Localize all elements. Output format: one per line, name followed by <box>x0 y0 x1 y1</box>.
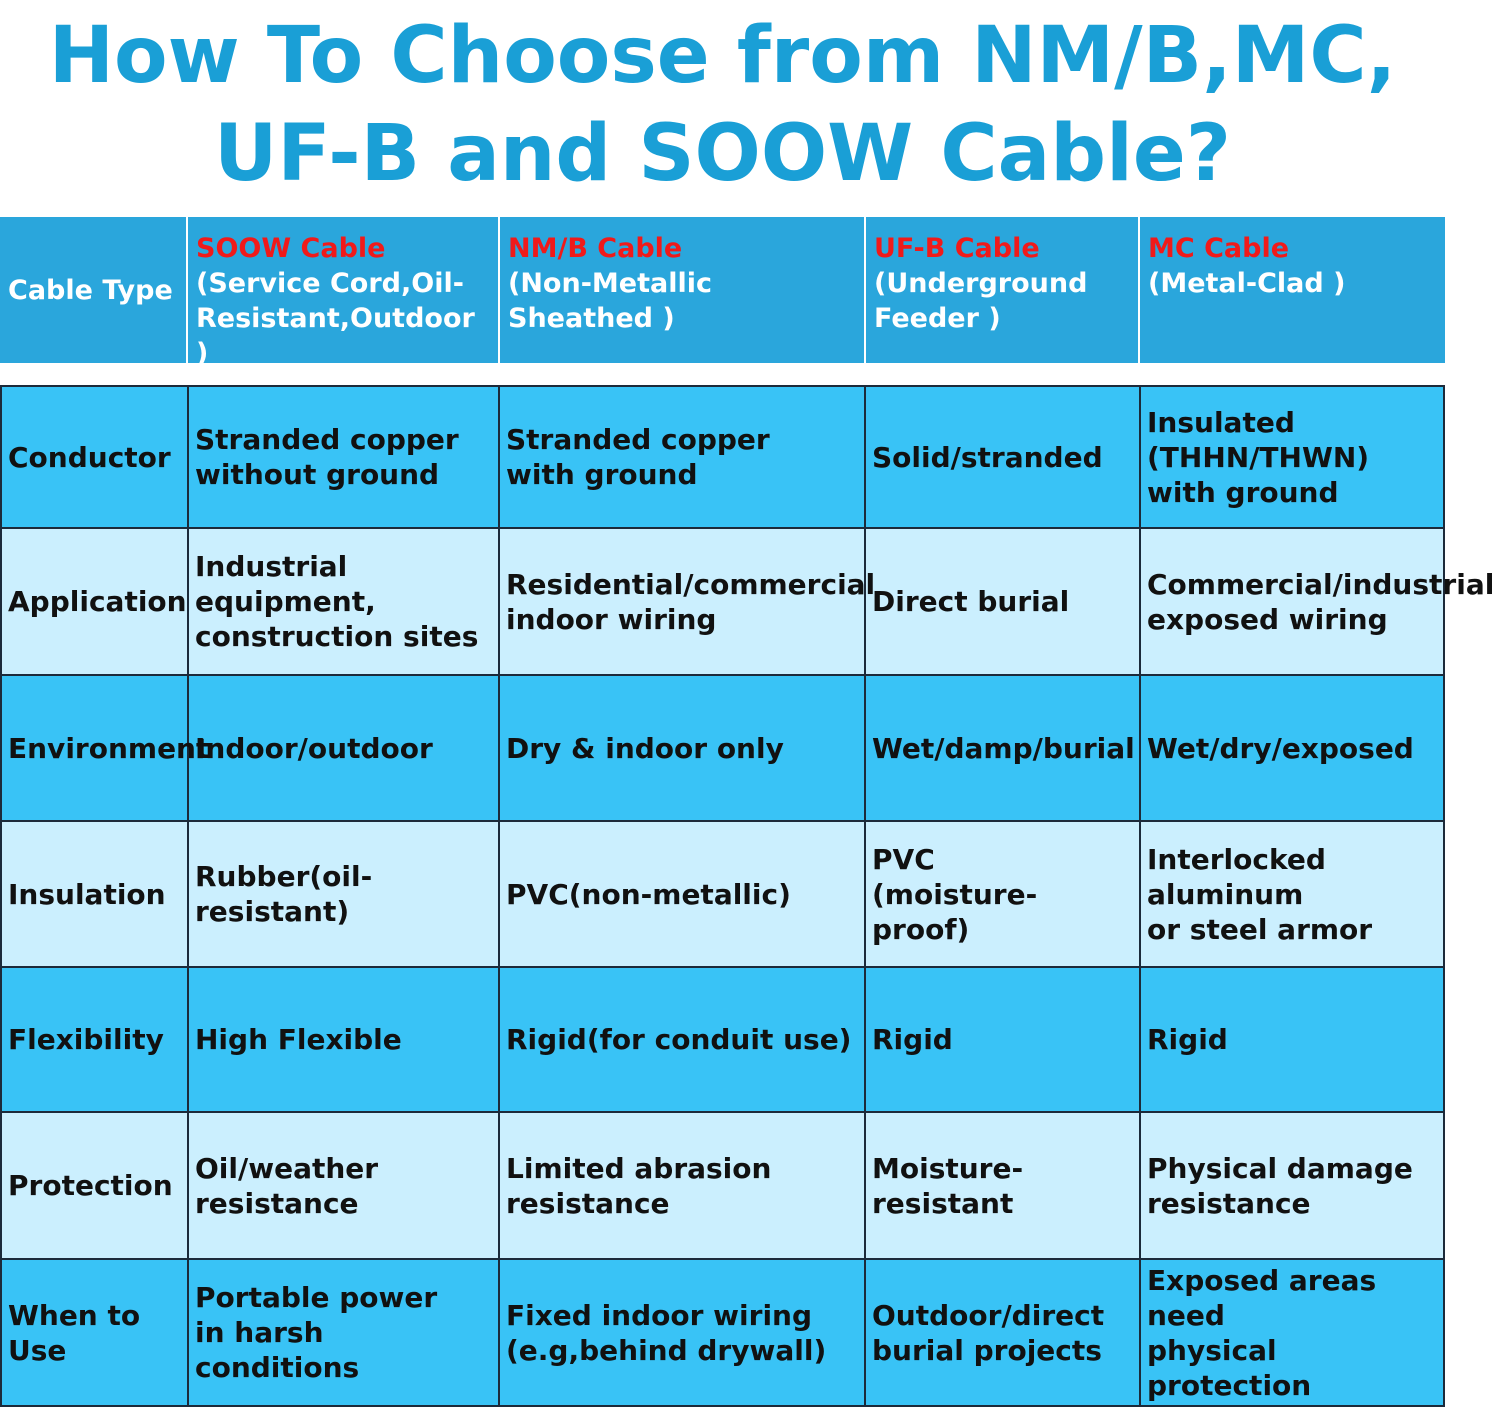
header-col-sub: (Metal-Clad ) <box>1148 268 1346 299</box>
table-row-protection <box>0 1113 1445 1260</box>
table-cell: Industrial equipment, construction sites <box>189 529 500 674</box>
table-cell: Limited abrasion resistance <box>500 1113 866 1258</box>
table-row-when-to-use <box>0 1260 1445 1407</box>
table-cell: High Flexible <box>189 968 500 1111</box>
table-row-application <box>0 529 1494 676</box>
row-label: Protection <box>0 1113 189 1258</box>
header-col-name: UF-B Cable <box>874 233 1040 264</box>
table-cell: Wet/damp/burial <box>866 676 1141 820</box>
header-col-name: MC Cable <box>1148 233 1290 264</box>
table-cell: Solid/stranded <box>866 387 1141 527</box>
header-col-mc <box>1140 217 1445 363</box>
header-col-soow <box>188 217 500 369</box>
table-cell: Stranded copper without ground <box>189 387 500 527</box>
table-cell: Dry & indoor only <box>500 676 866 820</box>
table-cell: Rigid <box>1141 968 1445 1111</box>
table-cell: Wet/dry/exposed <box>1141 676 1445 820</box>
row-label: Insulation <box>0 822 189 966</box>
table-cell: Rigid <box>866 968 1141 1111</box>
row-label: When to Use <box>0 1260 189 1405</box>
table-cell: Portable power in harsh conditions <box>189 1260 500 1405</box>
header-cable-type <box>0 217 188 363</box>
title-line-2: UF-B and SOOW Cable? <box>214 109 1231 199</box>
table-cell: Outdoor/direct burial projects <box>866 1260 1141 1405</box>
header-col-sub: (Service Cord,Oil- Resistant,Outdoor ) <box>196 268 475 369</box>
table-cell: Rubber(oil-resistant) <box>189 822 500 966</box>
header-col-ufb <box>866 217 1140 363</box>
header-col-nmb <box>500 217 866 363</box>
table-cell: PVC (moisture-proof) <box>866 822 1141 966</box>
table-cell: Commercial/industrial exposed wiring <box>1141 529 1445 674</box>
table-cell: Rigid(for conduit use) <box>500 968 866 1111</box>
table-cell: Residential/commercial indoor wiring <box>500 529 866 674</box>
table-cell: Oil/weather resistance <box>189 1113 500 1258</box>
table-cell: Physical damage resistance <box>1141 1113 1445 1258</box>
table-cell: Insulated (THHN/THWN) with ground <box>1141 387 1445 527</box>
title-line-1: How To Choose from NM/B,MC, <box>48 11 1397 101</box>
table-cell: Moisture-resistant <box>866 1113 1141 1258</box>
table-cell: Fixed indoor wiring (e.g,behind drywall) <box>500 1260 866 1405</box>
table-row-environment <box>0 676 1445 822</box>
table-row-insulation <box>0 822 1445 968</box>
header-col-name: NM/B Cable <box>508 233 683 264</box>
header-col-sub: (Non-Metallic Sheathed ) <box>508 268 712 334</box>
table-row-conductor <box>0 387 1445 529</box>
table-cell: Indoor/outdoor <box>189 676 500 820</box>
table-cell: Interlocked aluminum or steel armor <box>1141 822 1445 966</box>
table-cell: Stranded copper with ground <box>500 387 866 527</box>
row-label: Environment <box>0 676 189 820</box>
table-cell: Exposed areas need physical protection <box>1141 1260 1445 1405</box>
header-col-name: SOOW Cable <box>196 233 386 264</box>
table-row-flexibility <box>0 968 1445 1113</box>
table-cell: Direct burial <box>866 529 1141 674</box>
table-cell: PVC(non-metallic) <box>500 822 866 966</box>
comparison-table <box>0 385 1494 1407</box>
row-label: Application <box>0 529 189 674</box>
row-label: Conductor <box>0 387 189 527</box>
header-label: Cable Type <box>8 274 173 306</box>
row-label: Flexibility <box>0 968 189 1111</box>
table-header <box>0 217 1445 369</box>
header-col-sub: (Underground Feeder ) <box>874 268 1088 334</box>
page-title <box>0 0 1445 210</box>
